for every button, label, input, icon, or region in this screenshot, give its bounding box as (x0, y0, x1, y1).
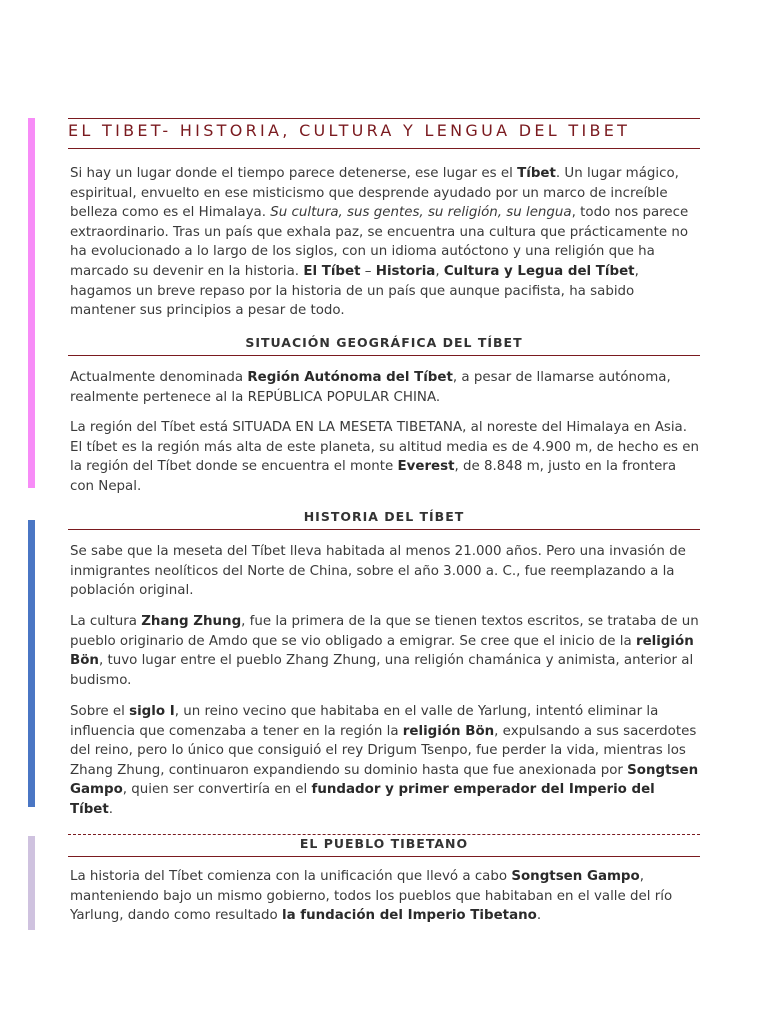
bold-run: Songtsen Gampo (511, 869, 640, 884)
bold-run: fundador y primer emperador del Imperio del Tíbet (70, 782, 655, 817)
text-run: – (360, 263, 376, 279)
text-run: , (435, 263, 444, 279)
text-run: , de 8.848 m, justo en la frontera con Nepal. (70, 459, 677, 494)
historia-paragraph-1 (70, 542, 700, 601)
text-run: Se sabe que la meseta del Tíbet lleva habitada al menos 21.000 años. Pero una invasión de inmigrantes neolíticos del Norte de China, sobre el año 3.000 a. C., fue reemplazando a la población original. (70, 544, 686, 599)
text-run: , expulsando a sus sacerdotes del reino, pero lo único que consiguió el rey Drigum Tsenpo, fue perder la vida, mientras los Zhang Zhung, continuaron expandiendo su dominio hasta que fue anexionada por (70, 723, 697, 778)
bold-run: Cultura y Legua del Tíbet (443, 263, 635, 279)
historia-paragraph-2 (70, 612, 700, 690)
bold-run: religión Bön (402, 723, 495, 739)
bold-run: siglo I (129, 704, 175, 719)
text-run: Si hay un lugar donde el tiempo parece detenerse, ese lugar es el (70, 166, 518, 181)
geografia-paragraph-1 (70, 368, 700, 407)
text-run: Sobre el (70, 704, 130, 719)
page-title: EL TIBET- HISTORIA, CULTURA Y LENGUA DEL TIBET (68, 118, 700, 149)
text-run: , un reino vecino que habitaba en el valle de Yarlung, intentó eliminar la influencia que comenzaba a tener en la región la (70, 704, 659, 739)
italic-run: Su cultura, sus gentes, su religión, su lengua (270, 205, 572, 221)
bold-run: Zhang Zhung (141, 614, 242, 629)
text-run: La cultura (70, 614, 142, 629)
text-run: , quien ser convertiría en el (122, 782, 312, 798)
text-run: , tuvo lugar entre el pueblo Zhang Zhung, una religión chamánica y animista, anterior al budismo. (70, 653, 694, 688)
text-run: La historia del Tíbet comienza con la unificación que llevó a cabo (70, 869, 512, 884)
bold-run: Región Autónoma del Tíbet (247, 370, 453, 385)
pueblo-paragraph-1 (70, 867, 700, 926)
section-heading-geografia: SITUACIÓN GEOGRÁFICA DEL TÍBET (68, 335, 700, 356)
bold-run: El Tíbet (303, 263, 361, 279)
section-heading-pueblo: EL PUEBLO TIBETANO (68, 834, 700, 857)
bold-run: Historia (375, 263, 436, 279)
text-run: , todo nos parece extraordinario. Tras un país que exhala paz, se encuentra una cultura que prácticamente no ha evolucionado a lo largo de los siglos, con un idioma autóctono y una religión que ha marcado su devenir en la historia. (70, 205, 689, 279)
accent-bar-blue (28, 520, 35, 807)
text-run: Actualmente denominada (70, 370, 248, 385)
text-run: , fue la primera de la que se tienen textos escritos, se trataba de un pueblo originario de Amdo que se vio obligado a emigrar. Se cree que el inicio de la (70, 614, 699, 649)
historia-paragraph-3 (70, 702, 700, 820)
bold-run: la fundación del Imperio Tibetano (281, 908, 537, 924)
bold-run: Songtsen Gampo (70, 762, 699, 798)
bold-run: Everest (397, 459, 455, 475)
text-run: . Un lugar mágico, espiritual, envuelto en ese misticismo que desprende ayudado por un marco de increíble belleza como es el Himalaya. (70, 166, 679, 221)
accent-bar-pink (28, 118, 35, 488)
bold-run: Tíbet (517, 166, 556, 181)
text-run: , a pesar de llamarse autónoma, realmente pertenece al la REPÚBLICA POPULAR CHINA. (70, 370, 671, 405)
bold-run: religión Bön (70, 633, 694, 669)
text-run: La región del Tíbet está SITUADA EN LA MESETA TIBETANA, al noreste del Himalaya en Asia. El tíbet es la región más alta de este planeta, su altitud media es de 4.900 m, de hecho es en la región del Tíbet donde se encuentra el monte (70, 420, 700, 475)
text-run: . (536, 908, 542, 924)
text-run: , hagamos un breve repaso por la historia de un país que aunque pacifista, ha sabido mantener sus principios a pesar de todo. (70, 263, 639, 319)
text-run: , manteniendo bajo un mismo gobierno, todos los pueblos que habitaban en el valle del río Yarlung, dando como resultado (70, 869, 673, 924)
section-heading-historia: HISTORIA DEL TÍBET (68, 509, 700, 530)
intro-paragraph (70, 164, 700, 321)
text-run: . (108, 801, 114, 817)
geografia-paragraph-2 (70, 418, 700, 496)
accent-bar-lilac (28, 836, 35, 930)
